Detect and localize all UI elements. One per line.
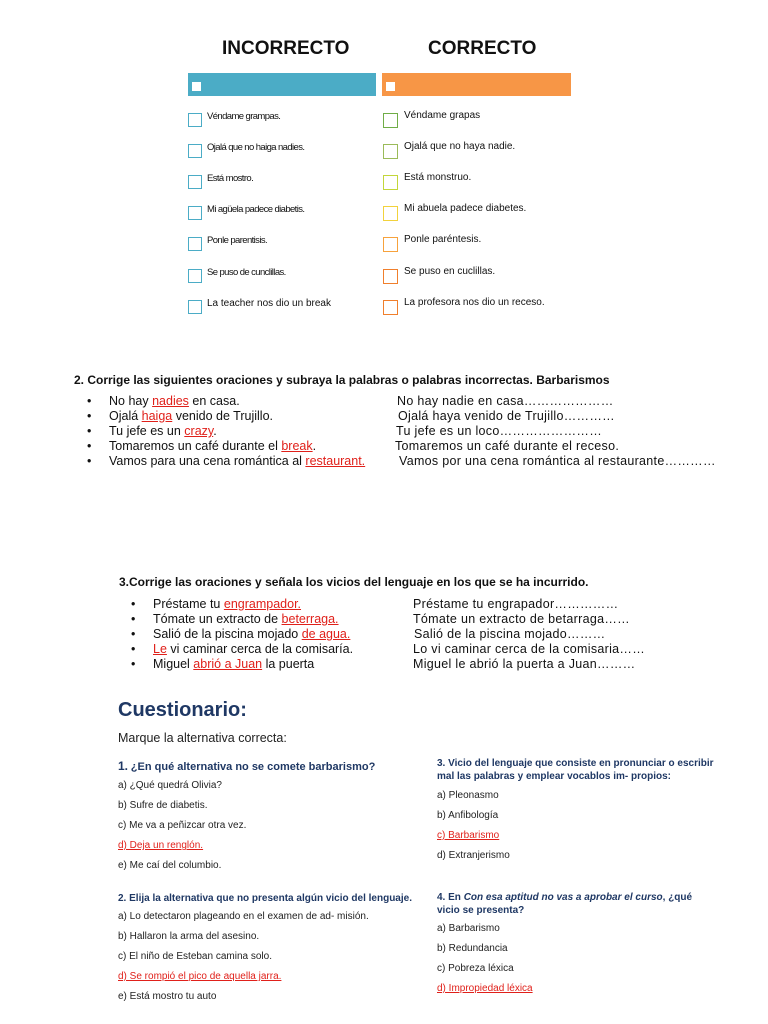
list-item (131, 627, 350, 641)
list-item (87, 394, 240, 408)
sentence-part: Salió de la piscina mojado (153, 627, 302, 641)
answer-option[interactable]: c) Me va a peñizcar otra vez. (118, 820, 247, 831)
answer-option[interactable]: e) Me caí del columbio. (118, 860, 222, 871)
bullet-icon: • (87, 424, 92, 438)
incorrect-row-text: Está mostro. (207, 173, 254, 184)
answer-option[interactable]: a) Barbarismo (437, 923, 500, 934)
incorrect-word: Le (153, 642, 167, 656)
answer-option[interactable]: a) Pleonasmo (437, 790, 499, 801)
question-4-post: , ¿qué (662, 892, 693, 903)
list-item (87, 409, 273, 423)
sentence-part: Tómate un extracto de (153, 612, 282, 626)
sentence-part: Miguel (153, 657, 194, 671)
correct-row-box (383, 300, 398, 315)
sentence-part: en casa. (188, 394, 240, 408)
incorrect-row-text: La teacher nos dio un break (207, 298, 331, 309)
incorrect-row-box (188, 269, 202, 283)
incorrect-row-box (188, 206, 202, 220)
answer-option[interactable]: c) Pobreza léxica (437, 963, 514, 974)
list-item (87, 439, 316, 453)
question-3 (437, 757, 714, 783)
sentence-part: vi caminar cerca de la comisaría. (166, 642, 354, 656)
cuestionario-title: Cuestionario: (118, 699, 247, 721)
answer-option[interactable]: b) Redundancia (437, 943, 508, 954)
bullet-icon: • (131, 627, 136, 641)
incorrect-word: haiga (141, 409, 173, 423)
section2-title: 2. Corrige las siguientes oraciones y subraya la palabras o palabras incorrectas. Barbarismos (74, 373, 610, 387)
corrected-sentence: Tomaremos un café durante el receso. (395, 439, 620, 453)
sentence-part: Ojalá (109, 409, 142, 423)
bullet-icon: • (131, 642, 136, 656)
corrected-sentence: Ojalá haya venido de Trujillo………… (398, 409, 615, 423)
corrected-sentence: Tu jefe es un loco…………………… (396, 424, 603, 438)
bullet-icon: • (131, 612, 136, 626)
sentence-part: venido de Trujillo. (172, 409, 274, 423)
incorrect-word: engrampador. (223, 597, 302, 611)
correct-answer-option[interactable]: d) Deja un renglón. (118, 840, 204, 851)
question-3-line1: 3. Vicio del lenguaje que consiste en pronunciar o escribir (437, 758, 714, 769)
corrected-sentence: Tómate un extracto de betarraga…… (413, 612, 630, 626)
list-item (87, 424, 217, 438)
incorrect-word: restaurant. (305, 454, 366, 468)
corrected-sentence: Vamos por una cena romántica al restaurante………… (399, 454, 716, 468)
sentence-part: No hay (109, 394, 153, 408)
correct-answer-option[interactable]: c) Barbarismo (437, 830, 500, 841)
incorrect-row-text: Véndame grampas. (207, 111, 281, 122)
corrected-sentence: Miguel le abrió la puerta a Juan……… (413, 657, 636, 671)
incorrect-row-text: Ponle parentisis. (207, 235, 268, 246)
correct-answer-option[interactable]: d) Impropiedad léxica (437, 983, 533, 994)
corrected-sentence: Lo vi caminar cerca de la comisaria…… (413, 642, 646, 656)
bar-square (386, 82, 395, 91)
incorrect-row-box (188, 300, 202, 314)
sentence-part: Tu jefe es un (109, 424, 185, 438)
cuestionario-subtitle: Marque la alternativa correcta: (118, 731, 287, 745)
incorrect-word: abrió a Juan (193, 657, 263, 671)
incorrect-word: crazy (184, 424, 214, 438)
question-4-pre: 4. En (437, 892, 464, 903)
sentence-part: Préstame tu (153, 597, 224, 611)
incorrect-row-text: Ojalá que no haiga nadies. (207, 142, 305, 153)
list-item (131, 657, 314, 671)
bullet-icon: • (87, 394, 92, 408)
answer-option[interactable]: c) El niño de Esteban camina solo. (118, 951, 272, 962)
question-3-line2: mal las palabras y emplear vocablos im- propios: (437, 771, 671, 782)
incorrect-word: beterraga. (281, 612, 339, 626)
list-item (87, 454, 365, 468)
correct-answer-option[interactable]: d) Se rompió el pico de aquella jarra. (118, 971, 282, 982)
bullet-icon: • (131, 597, 136, 611)
incorrect-row-text: Mi agüela padece diabetis. (207, 204, 305, 215)
answer-option[interactable]: a) ¿Qué quedrá Olivia? (118, 780, 222, 791)
question-1-text: ¿En qué alternativa no se comete barbarismo? (130, 761, 376, 773)
incorrect-row-text: Se puso de cunclillas. (207, 267, 286, 278)
question-1 (118, 760, 375, 774)
answer-option[interactable]: b) Anfibología (437, 810, 499, 821)
correct-row-box (383, 113, 398, 128)
bullet-icon: • (87, 409, 92, 423)
question-4 (437, 891, 692, 917)
list-item (131, 597, 301, 611)
bar-square (192, 82, 201, 91)
correct-row-box (383, 175, 398, 190)
answer-option[interactable]: b) Sufre de diabetis. (118, 800, 208, 811)
sentence-part: la puerta (262, 657, 315, 671)
incorrect-row-box (188, 113, 202, 127)
correct-header: CORRECTO (428, 38, 537, 59)
corrected-sentence: Préstame tu engrapador…………… (413, 597, 619, 611)
incorrect-header: INCORRECTO (222, 38, 350, 59)
correct-row-text: Véndame grapas (404, 110, 481, 121)
sentence-part: . (213, 424, 217, 438)
correct-row-box (383, 269, 398, 284)
correct-row-text: Se puso en cuclillas. (404, 266, 496, 277)
answer-option[interactable]: a) Lo detectaron plageando en el examen de ad- misión. (118, 911, 369, 922)
correct-row-text: Ojalá que no haya nadie. (404, 141, 516, 152)
list-item (131, 642, 353, 656)
question-4-line2: vicio se presenta? (437, 905, 525, 916)
bullet-icon: • (87, 439, 92, 453)
section3-title: 3.Corrige las oraciones y señala los vicios del lenguaje en los que se ha incurrido. (119, 575, 589, 589)
incorrect-word: break (281, 439, 313, 453)
bullet-icon: • (131, 657, 136, 671)
question-1-number: 1. (118, 759, 129, 773)
correct-row-box (383, 237, 398, 252)
answer-option[interactable]: d) Extranjerismo (437, 850, 510, 861)
bullet-icon: • (87, 454, 92, 468)
corrected-sentence: Salió de la piscina mojado……… (414, 627, 606, 641)
incorrect-row-box (188, 237, 202, 251)
sentence-part: Vamos para una cena romántica al (109, 454, 306, 468)
correct-row-box (383, 144, 398, 159)
incorrect-word: nadies (152, 394, 189, 408)
list-item (131, 612, 339, 626)
question-4-italic: Con esa aptitud no vas a aprobar el curso (463, 892, 663, 903)
correct-header-bar (382, 73, 571, 96)
correct-row-box (383, 206, 398, 221)
sentence-part: . (312, 439, 317, 453)
correct-row-text: Está monstruo. (404, 172, 472, 183)
correct-row-text: Ponle paréntesis. (404, 234, 482, 245)
corrected-sentence: No hay nadie en casa………………… (397, 394, 614, 408)
sentence-part: Tomaremos un café durante el (109, 439, 282, 453)
correct-row-text: Mi abuela padece diabetes. (404, 203, 527, 214)
answer-option[interactable]: b) Hallaron la arma del asesino. (118, 931, 260, 942)
incorrect-row-box (188, 175, 202, 189)
incorrect-word: de agua. (301, 627, 351, 641)
incorrect-row-box (188, 144, 202, 158)
question-2: 2. Elija la alternativa que no presenta algún vicio del lenguaje. (118, 893, 412, 904)
incorrect-header-bar (188, 73, 376, 96)
correct-row-text: La profesora nos dio un receso. (404, 297, 545, 308)
answer-option[interactable]: e) Está mostro tu auto (118, 991, 217, 1002)
